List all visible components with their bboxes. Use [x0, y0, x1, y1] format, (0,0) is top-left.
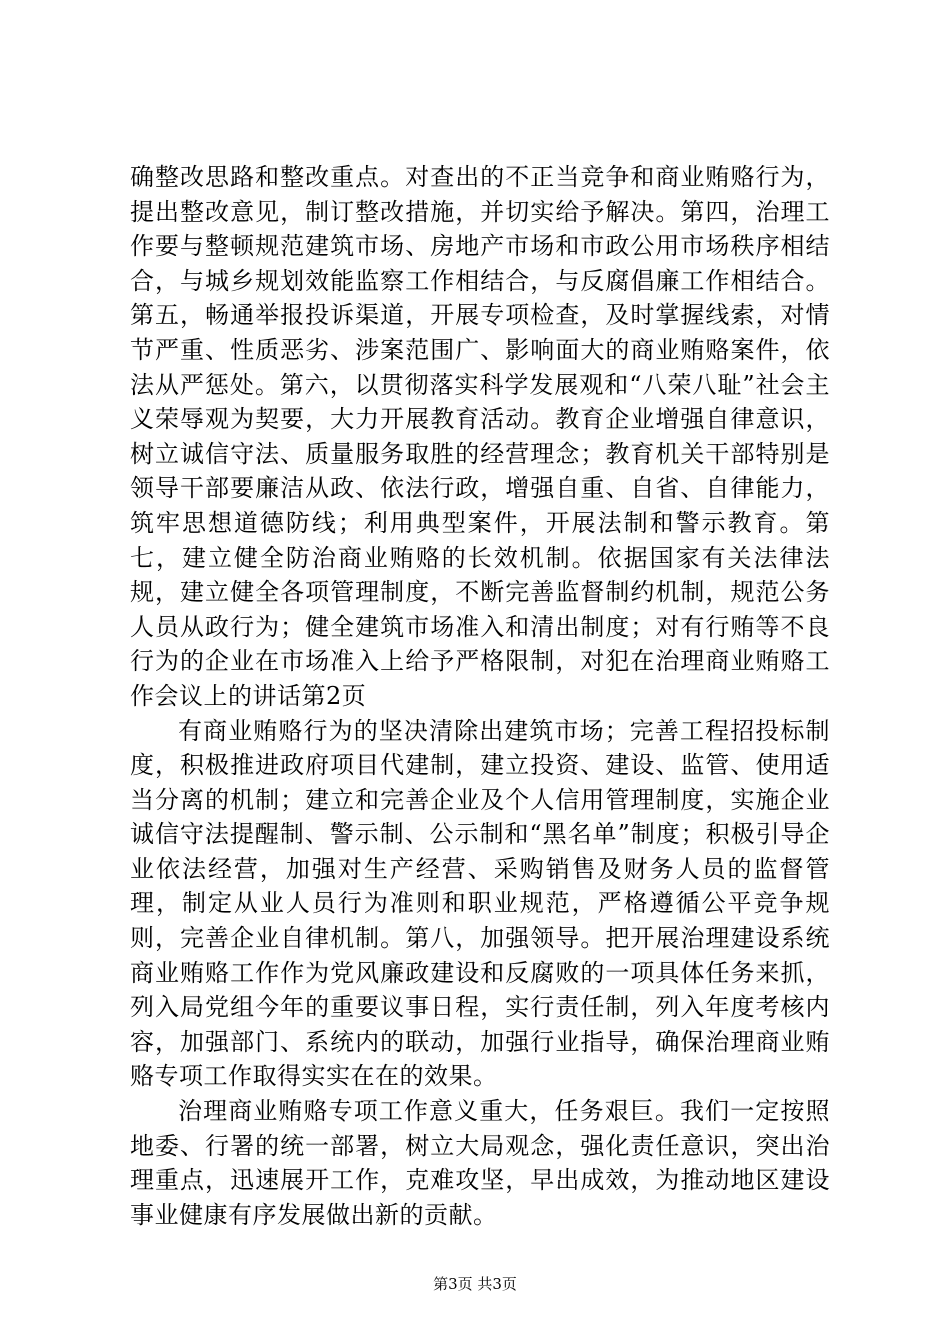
document-body	[130, 160, 830, 1232]
paragraph-1: 确整改思路和整改重点。对查出的不正当竞争和商业贿赂行为，提出整改意见，制订整改措施，并切实给予解决。第四，治理工作要与整顿规范建筑市场、房地产市场和市政公用市场秩序相结合，与城乡规划效能监察工作相结合，与反腐倡廉工作相结合。第五，畅通举报投诉渠道，开展专项检查，及时掌握线索，对情节严重、性质恶劣、涉案范围广、影响面大的商业贿赂案件，依法从严惩处。第六，以贯彻落实科学发展观和“八荣八耻”社会主义荣辱观为契要，大力开展教育活动。教育企业增强自律意识，树立诚信守法、质量服务取胜的经营理念；教育机关干部特别是领导干部要廉洁从政、依法行政，增强自重、自省、自律能力，筑牢思想道德防线；利用典型案件，开展法制和警示教育。第七，建立健全防治商业贿赂的长效机制。依据国家有关法律法规，建立健全各项管理制度，不断完善监督制约机制，规范公务人员从政行为；健全建筑市场准入和清出制度；对有行贿等不良行为的企业在市场准入上给予严格限制，对犯在治理商业贿赂工作会议上的讲话第2页	[130, 163, 830, 710]
paragraph-3: 治理商业贿赂专项工作意义重大，任务艰巨。我们一定按照地委、行署的统一部署，树立大局观念，强化责任意识，突出治理重点，迅速展开工作，克难攻坚，早出成效，为推动地区建设事业健康有序发展做出新的贡献。	[130, 1097, 830, 1229]
paragraph-2: 有商业贿赂行为的坚决清除出建筑市场；完善工程招投标制度，积极推进政府项目代建制，建立投资、建设、监管、使用适当分离的机制；建立和完善企业及个人信用管理制度，实施企业诚信守法提醒制、警示制、公示制和“黑名单”制度；积极引导企业依法经营，加强对生产经营、采购销售及财务人员的监督管理，制定从业人员行为准则和职业规范，严格遵循公平竞争规则，完善企业自律机制。第八，加强领导。把开展治理建设系统商业贿赂工作作为党风廉政建设和反腐败的一项具体任务来抓，列入局党组今年的重要议事日程，实行责任制，列入年度考核内容，加强部门、系统内的联动，加强行业指导，确保治理商业贿赂专项工作取得实实在在的效果。	[130, 716, 830, 1091]
page-footer: 第3页 共3页	[433, 1275, 517, 1293]
